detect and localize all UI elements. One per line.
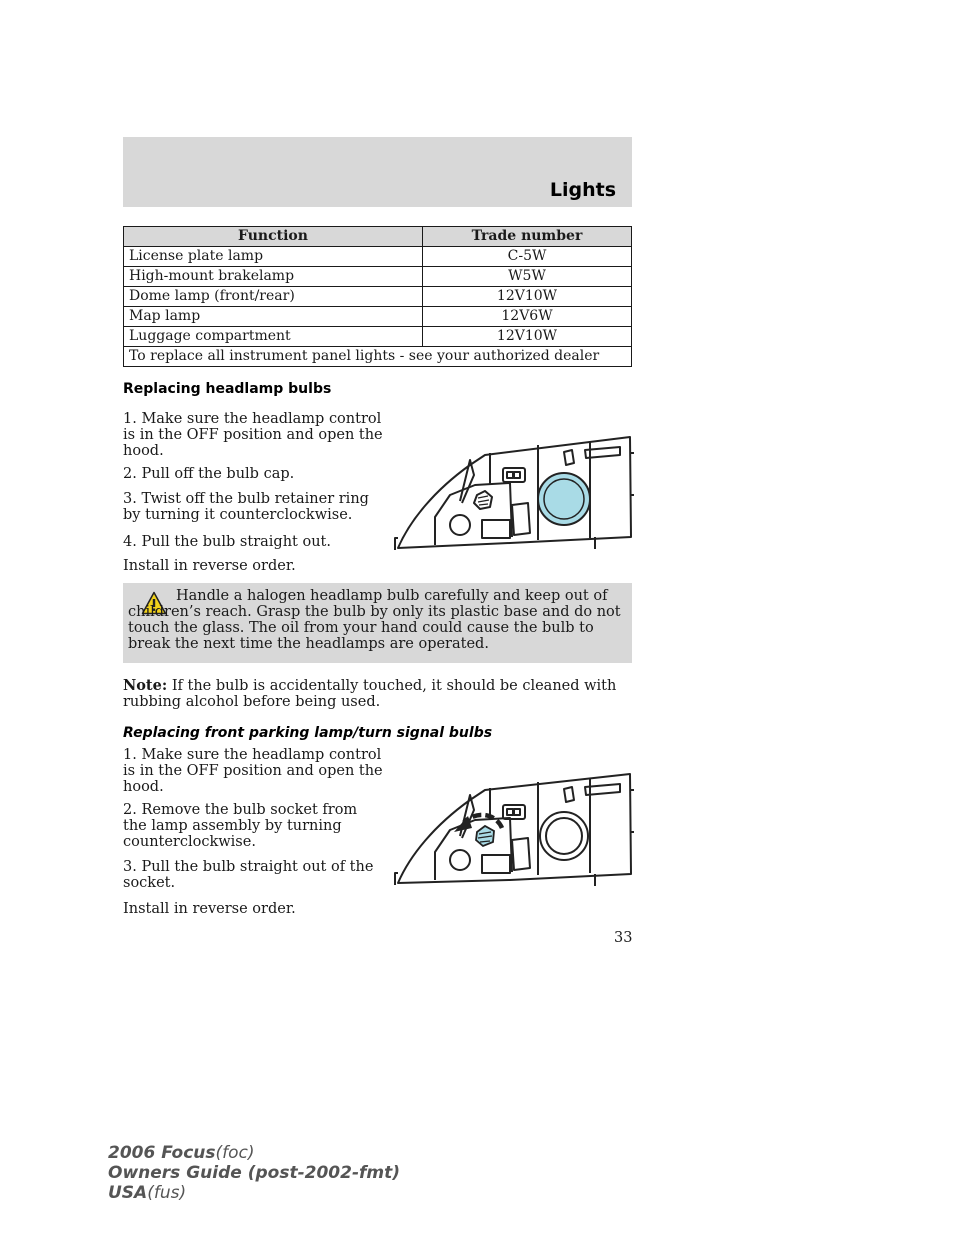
table-cell-trade-number: 12V10W	[423, 327, 632, 347]
footer-market-tag: (fus)	[147, 1183, 187, 1203]
parking-step-1: 1. Make sure the headlamp control is in the OFF position and open the hood.	[123, 747, 383, 795]
table-cell-trade-number: W5W	[423, 267, 632, 287]
page-number: 33	[614, 930, 633, 946]
table-row	[124, 267, 632, 287]
table-cell-function: License plate lamp	[124, 247, 423, 267]
column-header-function: Function	[124, 227, 423, 247]
footer-line-1	[108, 1144, 255, 1163]
table-cell-function: Map lamp	[124, 307, 423, 327]
footer-line-2	[108, 1164, 400, 1183]
table-cell-function: Luggage compartment	[124, 327, 423, 347]
parking-lamp-socket-illustration	[390, 770, 640, 900]
headlamp-install-note: Install in reverse order.	[123, 558, 296, 574]
table-header-row	[124, 227, 632, 247]
parking-step-2: 2. Remove the bulb socket from the lamp assembly by turning counterclockwise.	[123, 802, 358, 850]
table-row	[124, 287, 632, 307]
table-cell-function: Dome lamp (front/rear)	[124, 287, 423, 307]
note-text: If the bulb is accidentally touched, it should be cleaned with rubbing alcohol before being used.	[123, 678, 617, 710]
column-header-trade-number: Trade number	[423, 227, 632, 247]
table-row	[124, 327, 632, 347]
headlamp-step-3: 3. Twist off the bulb retainer ring by turning it counterclockwise.	[123, 491, 369, 523]
headlamp-heading: Replacing headlamp bulbs	[123, 381, 332, 397]
table-cell-function: High-mount brakelamp	[124, 267, 423, 287]
section-title: Lights	[549, 179, 616, 201]
note-label: Note:	[123, 677, 168, 694]
table-cell-trade-number: 12V6W	[423, 307, 632, 327]
table-cell-trade-number: 12V10W	[423, 287, 632, 307]
headlamp-step-4: 4. Pull the bulb straight out.	[123, 534, 331, 550]
footer-model-tag: (foc)	[215, 1143, 255, 1163]
footer-line-3	[108, 1184, 186, 1203]
warning-text: Handle a halogen headlamp bulb carefully and keep out of children’s reach. Grasp the bulb by only its plastic base and do not touch the glass. The oil from your hand could cause the bulb to break the next time the headlamps are operated.	[128, 588, 621, 652]
table-footnote-row	[124, 347, 632, 367]
headlamp-step-2: 2. Pull off the bulb cap.	[123, 466, 295, 482]
note-paragraph	[123, 678, 628, 710]
bulb-trade-number-table	[123, 226, 632, 367]
footer-guide-name: Owners Guide (post-2002-fmt)	[108, 1163, 401, 1183]
table-cell-trade-number: C-5W	[423, 247, 632, 267]
table-row	[124, 307, 632, 327]
footer-market: USA	[108, 1183, 148, 1203]
parking-lamp-heading: Replacing front parking lamp/turn signal bulbs	[123, 725, 493, 741]
parking-install-note: Install in reverse order.	[123, 901, 296, 917]
headlamp-step-1: 1. Make sure the headlamp control is in the OFF position and open the hood.	[123, 411, 383, 459]
warning-box	[123, 583, 632, 663]
table-row	[124, 247, 632, 267]
headlamp-assembly-illustration	[390, 425, 640, 555]
footer-model: 2006 Focus	[108, 1143, 216, 1163]
section-header-band	[123, 137, 632, 207]
parking-step-3: 3. Pull the bulb straight out of the socket.	[123, 859, 374, 891]
table-footnote: To replace all instrument panel lights - see your authorized dealer	[124, 347, 632, 367]
